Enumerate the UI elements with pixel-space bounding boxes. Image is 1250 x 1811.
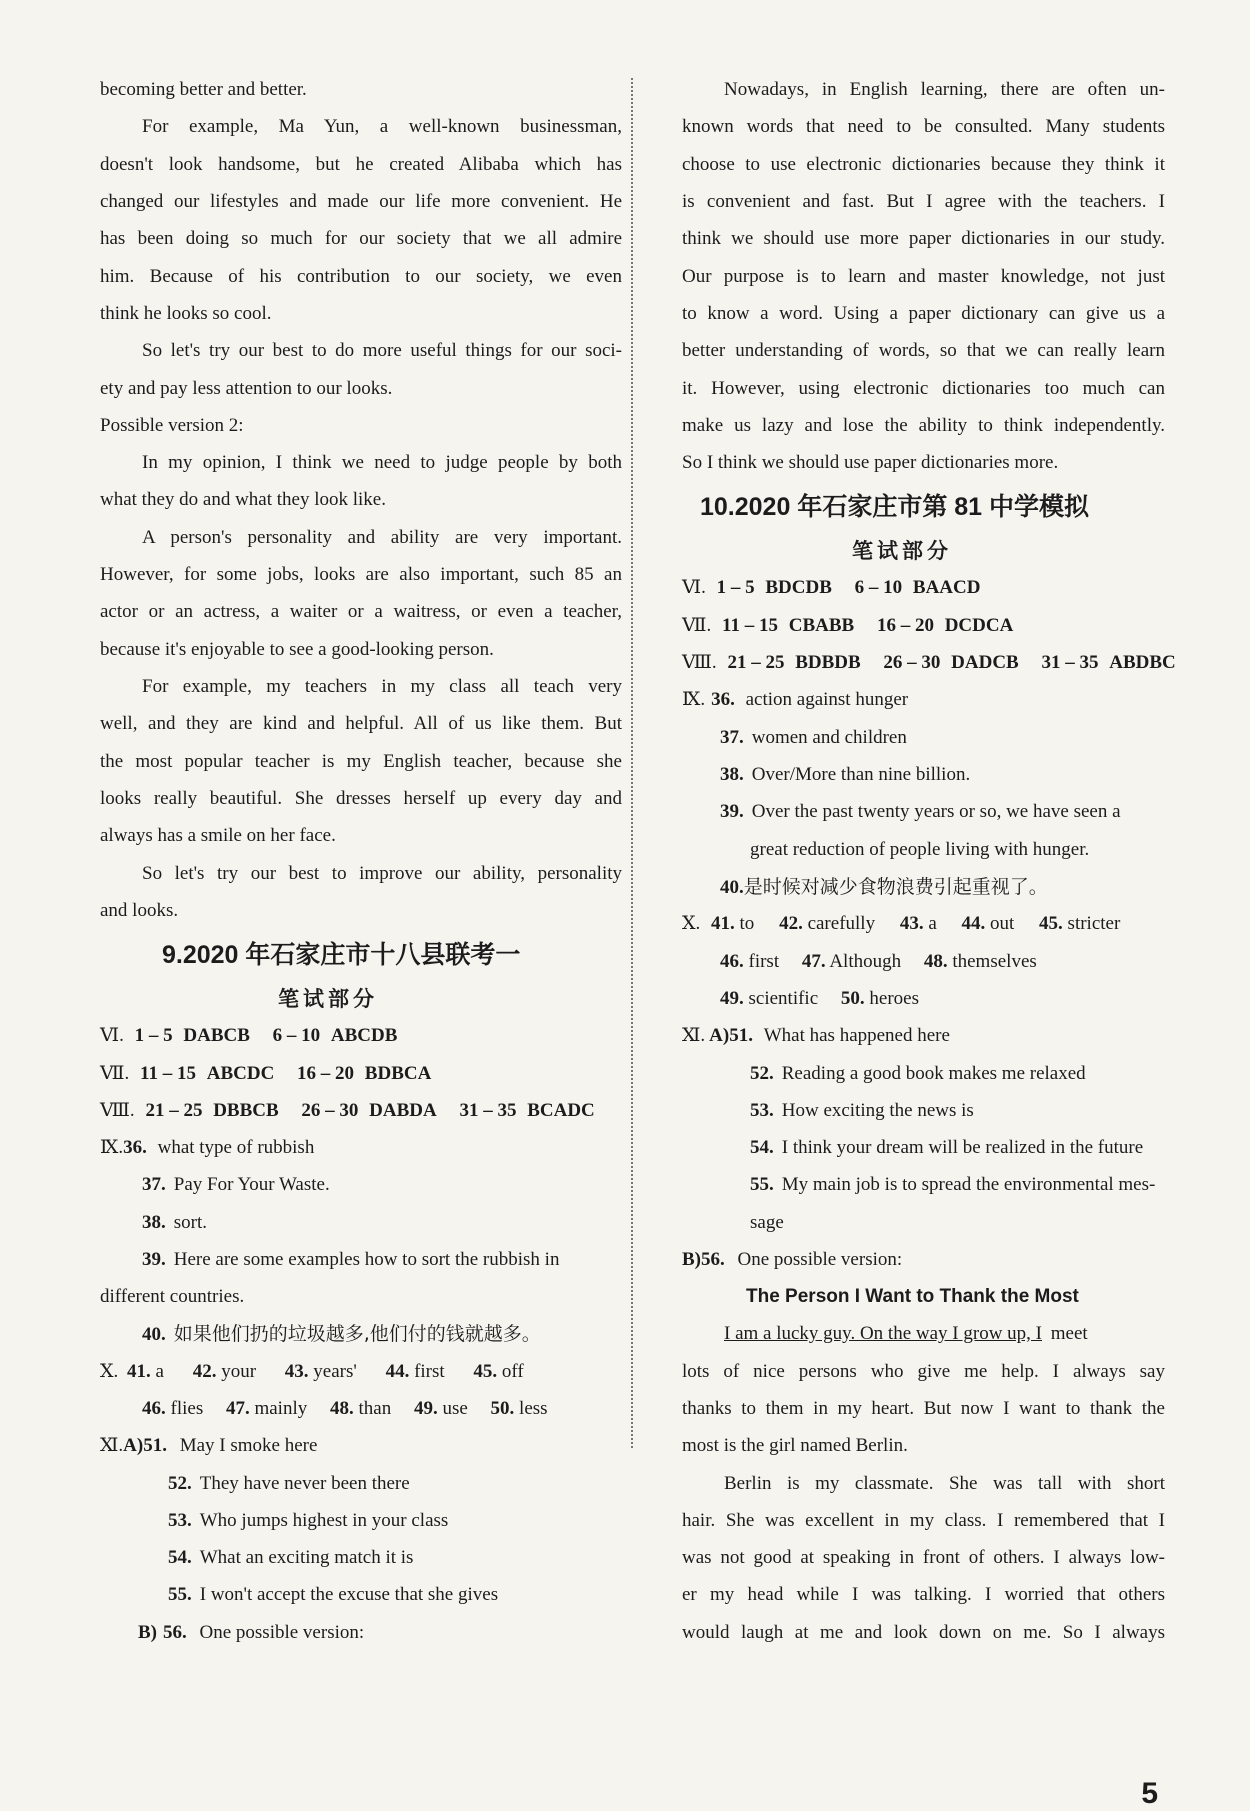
answer-row: Ⅵ. 1 – 5 DABCB 6 – 10 ABCDB [100,1025,398,1046]
text-line: think we should use more paper dictionaries in our study. [682,228,1165,249]
text-line: For example, my teachers in my class all teach very [142,676,622,697]
text-line: So let's try our best to do more useful things for our soci- [142,340,622,361]
text-line: hair. She was excellent in my class. I remembered that I [682,1510,1165,1531]
answer-row: 55. My main job is to spread the environmental mes- [750,1174,1156,1195]
answer-row: B)56. One possible version: [682,1249,903,1270]
text-line: Berlin is my classmate. She was tall with short [724,1473,1165,1494]
text-line: choose to use electronic dictionaries because they think it [682,154,1165,175]
text-line: known words that need to be consulted. Many students [682,116,1165,137]
answer-row: 39. Over the past twenty years or so, we have seen a [720,801,1121,822]
text-line: I am a lucky guy. On the way I grow up, I meet [724,1323,1088,1344]
answer-row: Ⅶ. 11 – 15 CBABB 16 – 20 DCDCA [682,615,1014,636]
answer-row: Ⅺ. A)51. What has happened here [682,1025,950,1046]
version-label: Possible version 2: [100,415,244,436]
text-line: think he looks so cool. [100,303,272,324]
answer-row: 49. scientific 50. heroes [720,988,919,1009]
page-number: 5 [1141,1777,1158,1810]
section-title: 10.2020 年石家庄市第 81 中学模拟 [700,493,1090,521]
answer-row: Ⅶ. 11 – 15 ABCDC 16 – 20 BDBCA [100,1063,432,1084]
answer-row: 38. sort. [142,1212,207,1233]
column-divider [631,78,633,1448]
text-line: always has a smile on her face. [100,825,336,846]
text-line: is convenient and fast. But I agree with the teachers. I [682,191,1165,212]
answer-row: 46. flies 47. mainly 48. than 49. use 50. less [142,1398,548,1419]
text-line: Our purpose is to learn and master knowledge, not just [682,266,1165,287]
answer-row: 52. Reading a good book makes me relaxed [750,1063,1086,1084]
text-line: him. Because of his contribution to our society, we even [100,266,622,287]
text-line: sage [750,1212,784,1233]
answer-row: Ⅷ. 21 – 25 BDBDB 26 – 30 DADCB 31 – 35 ABDBC [682,652,1176,673]
essay-title: The Person I Want to Thank the Most [746,1286,1079,1307]
text-line: lots of nice persons who give me help. I always say [682,1361,1165,1382]
text-line: make us lazy and lose the ability to think independently. [682,415,1165,436]
answer-row: Ⅵ. 1 – 5 BDCDB 6 – 10 BAACD [682,577,981,598]
text-line: So I think we should use paper dictionaries more. [682,452,1059,473]
text-line: great reduction of people living with hunger. [750,839,1090,860]
text-line: For example, Ma Yun, a well-known businessman, [142,116,622,137]
answer-row: Ⅸ. 36. action against hunger [682,689,909,710]
text-line: the most popular teacher is my English teacher, because she [100,751,622,772]
text-line: would laugh at me and look down on me. So I always [682,1622,1165,1643]
text-line: actor or an actress, a waiter or a waitress, or even a teacher, [100,601,622,622]
answer-row: 54. What an exciting match it is [168,1547,414,1568]
answer-row: 53. How exciting the news is [750,1100,974,1121]
text-line: In my opinion, I think we need to judge people by both [142,452,622,473]
text-line: has been doing so much for our society that we all admire [100,228,622,249]
answer-row: 37. women and children [720,727,907,748]
text-line: So let's try our best to improve our ability, personality [142,863,622,884]
text-line: well, and they are kind and helpful. All of us like them. But [100,713,622,734]
text-line: thanks to them in my heart. But now I want to thank the [682,1398,1165,1419]
text-line: and looks. [100,900,179,921]
answer-row: 40.是时候对减少食物浪费引起重视了。 [720,876,1048,898]
answer-row: 38. Over/More than nine billion. [720,764,971,785]
text-line: Nowadays, in English learning, there are often un- [724,79,1165,100]
text-line: what they do and what they look like. [100,489,386,510]
text-line: because it's enjoyable to see a good-looking person. [100,639,494,660]
answer-row: 39. Here are some examples how to sort the rubbish in [142,1249,560,1270]
answer-row: Ⅹ. 41. to 42. carefully 43. a 44. out 45. stricter [682,913,1121,934]
answer-row: 37. Pay For Your Waste. [142,1174,330,1195]
answer-row: 52. They have never been there [168,1473,410,1494]
text-line: However, for some jobs, looks are also important, such 85 an [100,564,622,585]
text-line: different countries. [100,1286,245,1307]
section-subtitle: 笔试部分 [278,987,378,1011]
text-line: ety and pay less attention to our looks. [100,378,393,399]
answer-row: 40. 如果他们扔的垃圾越多,他们付的钱就越多。 [142,1323,541,1345]
answer-row: B) 56. One possible version: [138,1622,365,1643]
section-subtitle: 笔试部分 [852,539,952,563]
text-line: er my head while I was talking. I worried that others [682,1584,1165,1605]
text-line: changed our lifestyles and made our life more convenient. He [100,191,622,212]
text-line: it. However, using electronic dictionaries too much can [682,378,1165,399]
text-line: doesn't look handsome, but he created Alibaba which has [100,154,622,175]
answer-row: 54. I think your dream will be realized in the future [750,1137,1144,1158]
section-title: 9.2020 年石家庄市十八县联考一 [162,941,521,969]
answer-row: 53. Who jumps highest in your class [168,1510,449,1531]
text-line: better understanding of words, so that we can really learn [682,340,1165,361]
text-line: most is the girl named Berlin. [682,1435,908,1456]
text-line: A person's personality and ability are very important. [142,527,622,548]
answer-row: Ⅺ.A)51. May I smoke here [100,1435,318,1456]
text-line: was not good at speaking in front of others. I always low- [682,1547,1165,1568]
answer-row: Ⅷ. 21 – 25 DBBCB 26 – 30 DABDA 31 – 35 BCADC [100,1100,595,1121]
text-line: looks really beautiful. She dresses herself up every day and [100,788,622,809]
text-line: to know a word. Using a paper dictionary can give us a [682,303,1165,324]
answer-row: Ⅸ.36. what type of rubbish [100,1137,315,1158]
text-line: becoming better and better. [100,79,307,100]
answer-row: Ⅹ. 41. a 42. your 43. years' 44. first 45. off [100,1361,524,1382]
answer-row: 55. I won't accept the excuse that she gives [168,1584,499,1605]
answer-row: 46. first 47. Although 48. themselves [720,951,1037,972]
